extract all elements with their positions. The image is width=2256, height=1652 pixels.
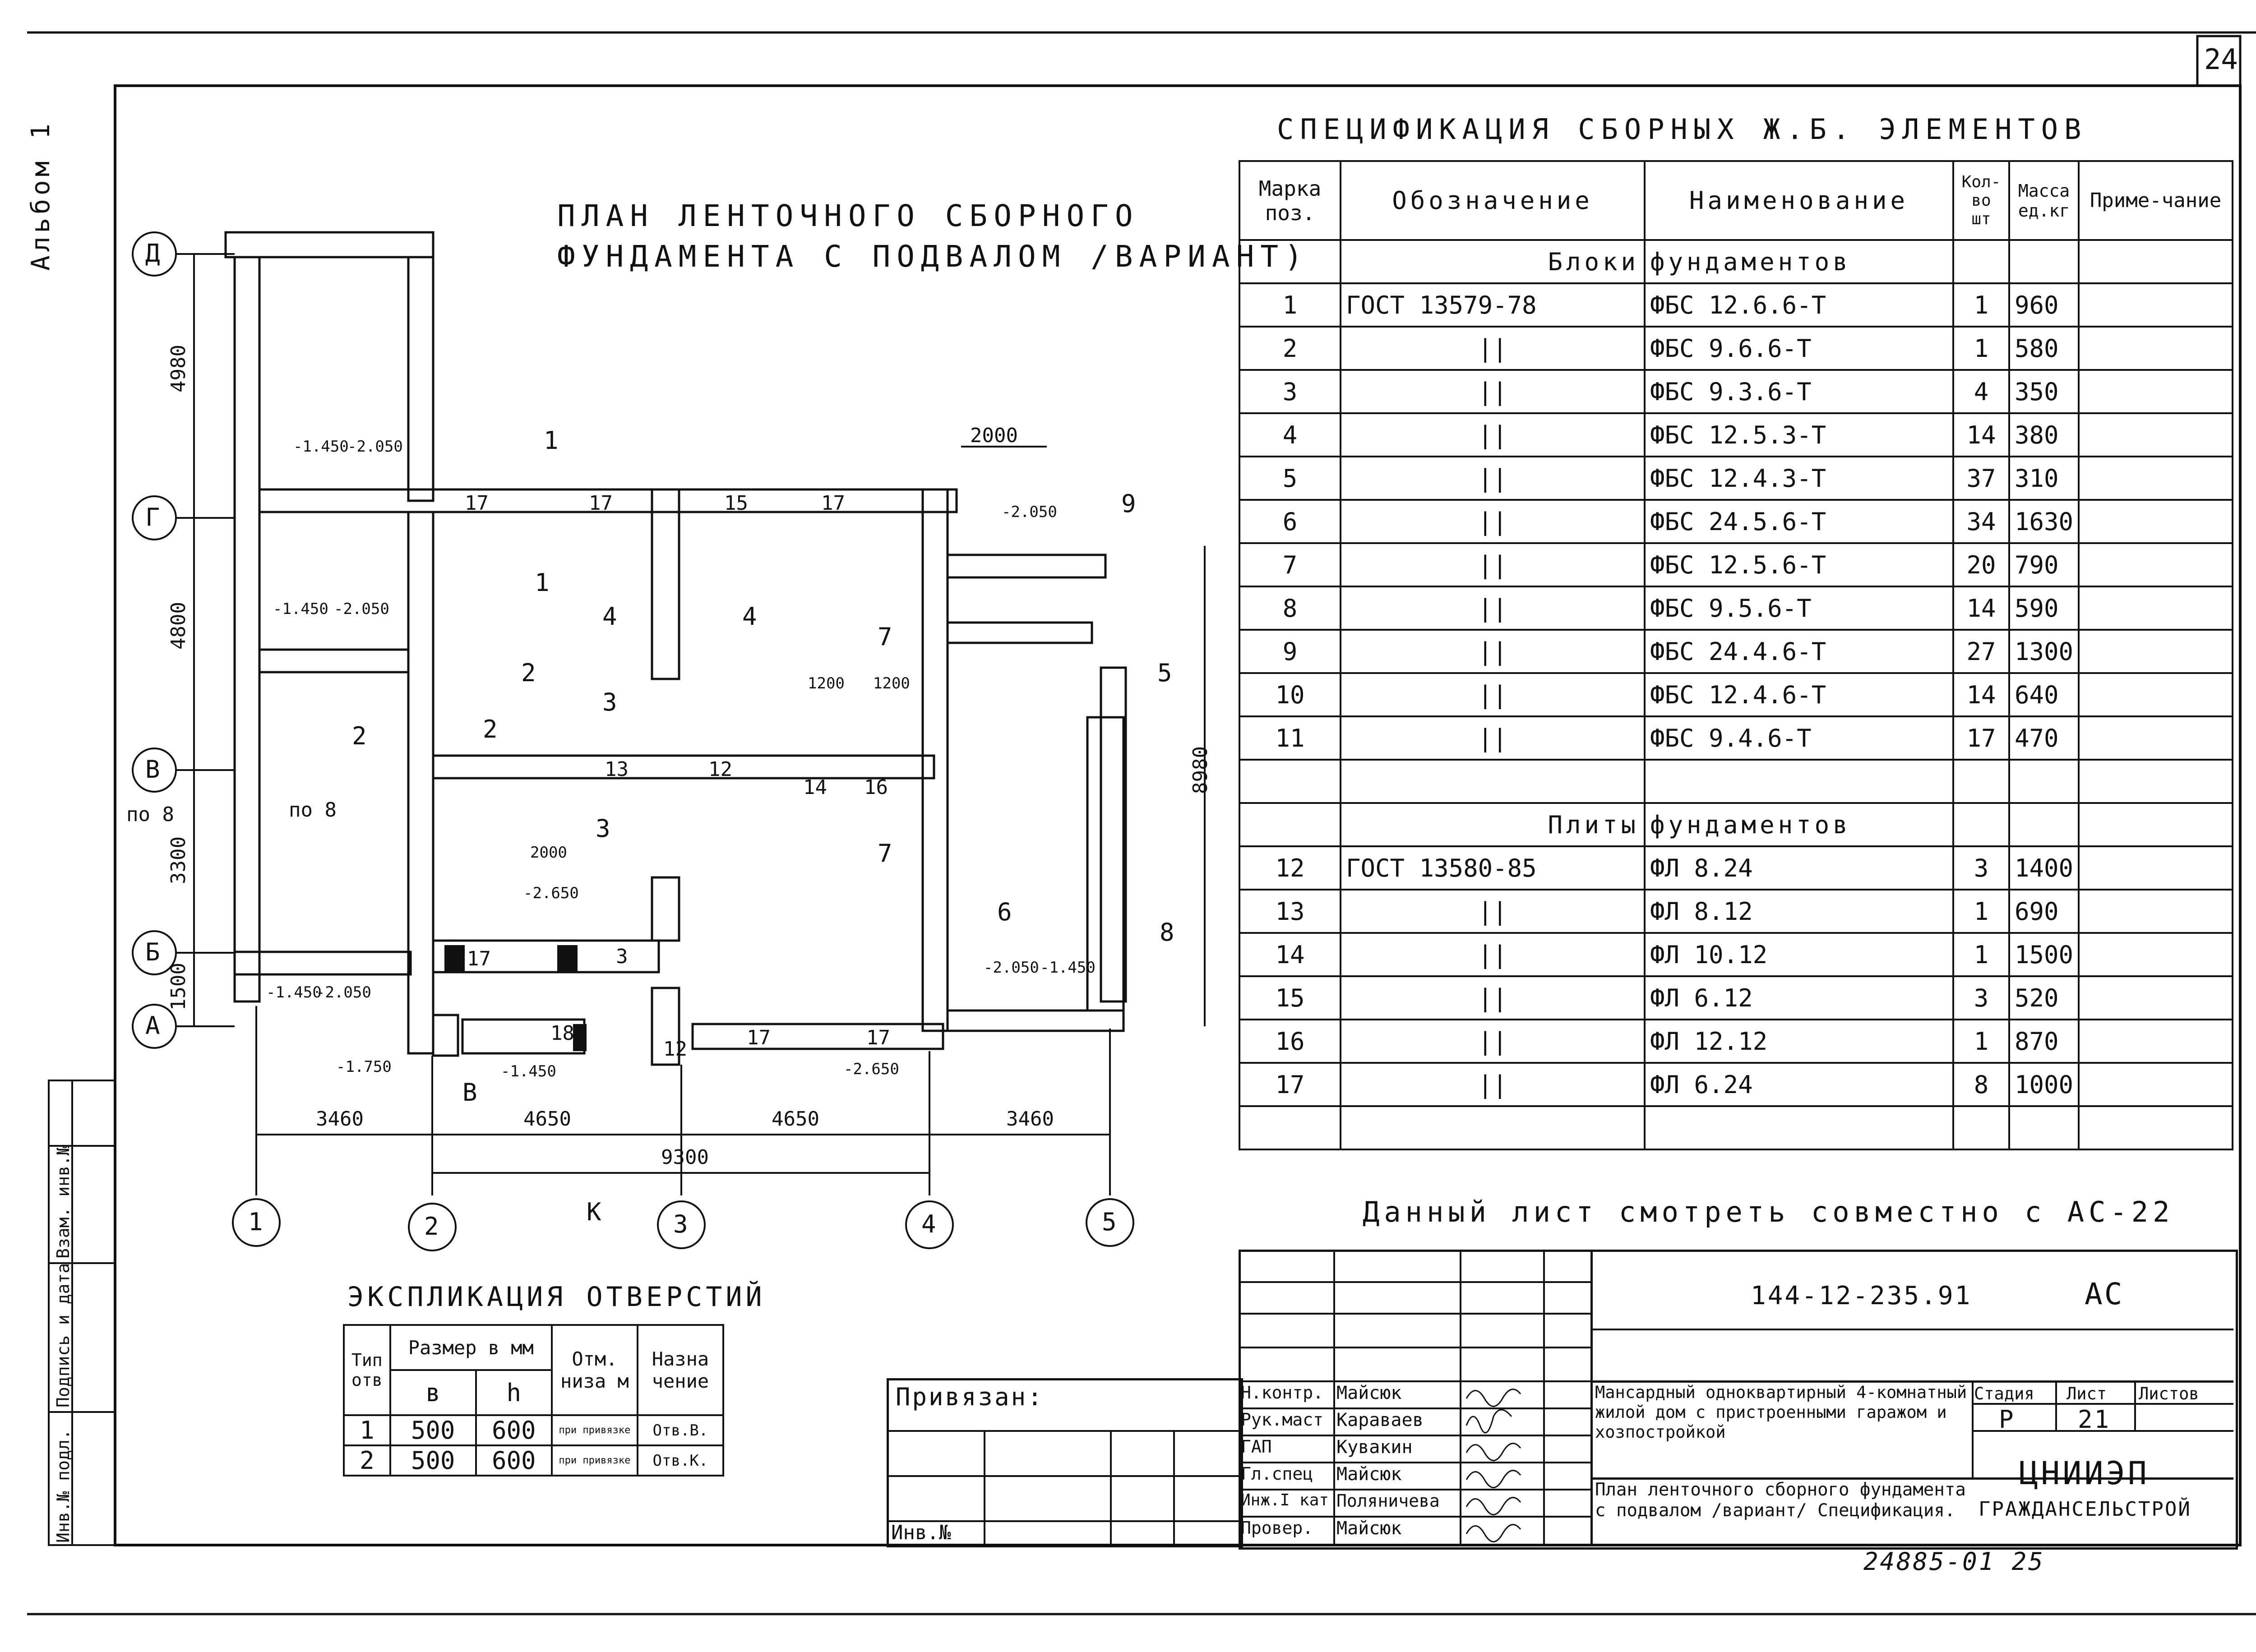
sheets-header: Листов: [2139, 1384, 2199, 1403]
spec-cell: 2: [1239, 327, 1341, 370]
spec-cell: ФБС 24.4.6-Т: [1645, 630, 1953, 673]
org-line2: ГРАЖДАНСЕЛЬСТРОЙ: [1979, 1498, 2191, 1521]
elev-label: -2.650: [523, 884, 579, 902]
spec-cell: [2079, 933, 2233, 976]
stamp-vzam-inv: Взам. инв.№: [53, 1145, 73, 1259]
dim-label: 2000: [530, 844, 567, 862]
spec-cell: 3: [1953, 976, 2009, 1020]
spec-cell: 16: [1239, 1020, 1341, 1063]
page-number: 24: [2204, 43, 2238, 76]
spec-cell: [2079, 673, 2233, 716]
elev-label: -1.450: [273, 600, 328, 618]
spec-cell: 870: [2009, 1020, 2079, 1063]
spec-cell: ||: [1341, 1020, 1645, 1063]
spec-cell: [2079, 1063, 2233, 1106]
spec-cell: 37: [1953, 457, 2009, 500]
axis-col-3: 3: [673, 1210, 690, 1238]
block-mark: 13: [605, 758, 629, 781]
spec-cell: 1: [1953, 933, 2009, 976]
opening-cell: Отв.В.: [638, 1415, 723, 1445]
spec-cell: 590: [2009, 586, 2079, 630]
role-label: Гл.спец: [1241, 1464, 1313, 1484]
elev-label: -1.450: [501, 1062, 556, 1080]
spec-cell: 690: [2009, 890, 2079, 933]
spec-row: [1239, 457, 2233, 500]
spec-cell: ФЛ 12.12: [1645, 1020, 1953, 1063]
axis-row-b: Б: [145, 938, 162, 966]
spec-cell: 380: [2009, 413, 2079, 457]
openings-table: [343, 1324, 724, 1477]
opening-cell: 500: [390, 1415, 476, 1445]
elev-label: -2.650: [844, 1060, 899, 1078]
axis-row-d: Д: [145, 239, 162, 268]
spec-note: Данный лист смотреть совместно с АС-22: [1363, 1195, 2174, 1228]
section-mark: 5: [1157, 659, 1174, 687]
section-mark: 4: [602, 602, 619, 631]
block-mark: 18: [550, 1022, 574, 1045]
sheet-name: План ленточного сборного фундамента с подвалом /вариант/ Спецификация.: [1595, 1480, 1966, 1521]
section-mark: 8: [1160, 918, 1176, 946]
spec-cell: ФЛ 10.12: [1645, 933, 1953, 976]
spec-h-qty: Кол-во шт: [1953, 161, 2009, 240]
spec-cell: 8: [1953, 1063, 2009, 1106]
opening-mark: по 8: [126, 803, 174, 826]
spec-cell: 1: [1953, 283, 2009, 327]
block-mark: 15: [724, 492, 748, 515]
footer-code: 24885-01 25: [1863, 1547, 2045, 1576]
spec-cell: 1: [1953, 890, 2009, 933]
spec-cell: ||: [1341, 586, 1645, 630]
project-name: Мансардный одноквартирный 4-комнатный жилой дом с пристроенными гаражом и хозпостройкой: [1595, 1383, 1967, 1442]
plan-title-line1: ПЛАН ЛЕНТОЧНОГО СБОРНОГО: [557, 198, 1139, 233]
spec-cell: [2079, 457, 2233, 500]
doc-code: 144-12-235.91: [1751, 1281, 1972, 1311]
person-name: Караваев: [1336, 1410, 1424, 1431]
stamp-inv-podl: Инв.№ подл.: [53, 1429, 73, 1543]
spec-section2-left: Плиты: [1341, 803, 1645, 846]
spec-cell: [2079, 890, 2233, 933]
spec-cell: 470: [2009, 716, 2079, 760]
opening-cell: 600: [476, 1415, 552, 1445]
spec-cell: ||: [1341, 1063, 1645, 1106]
spec-cell: 14: [1953, 673, 2009, 716]
spec-cell: 17: [1953, 716, 2009, 760]
spec-row: [1239, 283, 2233, 327]
binding-label: Привязан:: [896, 1383, 1044, 1411]
spec-cell: 14: [1953, 586, 2009, 630]
stage-header: Стадия: [1974, 1384, 2034, 1403]
spec-cell: 8: [1239, 586, 1341, 630]
spec-cell: [2079, 500, 2233, 543]
elev-label: -1.750: [336, 1058, 392, 1076]
spec-cell: ||: [1341, 457, 1645, 500]
inv-label: Инв.№: [891, 1521, 951, 1544]
spec-row: [1239, 327, 2233, 370]
spec-h-mark: Марка поз.: [1239, 161, 1341, 240]
spec-cell: ФБС 12.5.3-Т: [1645, 413, 1953, 457]
spec-cell: ||: [1341, 327, 1645, 370]
spec-h-mass: Масса ед.кг: [2009, 161, 2079, 240]
opening-row: [344, 1415, 723, 1445]
spec-cell: ГОСТ 13580-85: [1341, 846, 1645, 890]
dim-bottom-2: 4650: [523, 1107, 571, 1131]
spec-cell: 10: [1239, 673, 1341, 716]
spec-cell: [2079, 630, 2233, 673]
op-h-purpose: Назна чение: [638, 1325, 723, 1415]
axis-col-2: 2: [424, 1212, 441, 1241]
spec-cell: 1000: [2009, 1063, 2079, 1106]
spec-cell: [2079, 716, 2233, 760]
spec-cell: [2079, 846, 2233, 890]
opening-cell: при привязке: [552, 1445, 638, 1476]
spec-cell: 12: [1239, 846, 1341, 890]
spec-cell: 34: [1953, 500, 2009, 543]
elev-label: -1.450: [293, 438, 349, 456]
opening-row: [344, 1445, 723, 1476]
spec-cell: 350: [2009, 370, 2079, 413]
op-h-level: Отм. низа м: [552, 1325, 638, 1415]
spec-row: [1239, 630, 2233, 673]
block-mark: 17: [866, 1026, 890, 1049]
section-mark: 3: [602, 688, 619, 716]
block-mark: 12: [708, 758, 732, 781]
dim-row-2: 4800: [167, 602, 190, 650]
spec-cell: [2079, 283, 2233, 327]
spec-cell: 1500: [2009, 933, 2079, 976]
dim-bottom-4: 3460: [1006, 1107, 1054, 1131]
spec-cell: ||: [1341, 370, 1645, 413]
person-name: Поляничева: [1336, 1491, 1440, 1511]
opening-cell: 500: [390, 1445, 476, 1476]
axis-row-g: Г: [145, 503, 162, 531]
dim-bottom-3: 4650: [772, 1107, 819, 1131]
spec-row: [1239, 543, 2233, 586]
spec-cell: 11: [1239, 716, 1341, 760]
spec-cell: ГОСТ 13579-78: [1341, 283, 1645, 327]
elev-label: -1.450: [1040, 959, 1096, 977]
spec-cell: 14: [1239, 933, 1341, 976]
spec-cell: 960: [2009, 283, 2079, 327]
spec-cell: ФЛ 8.24: [1645, 846, 1953, 890]
spec-section2-right: фундаментов: [1645, 803, 1953, 846]
block-mark: 17: [467, 947, 491, 970]
spec-h-note: Приме-чание: [2079, 161, 2233, 240]
elev-label: -2.050: [347, 438, 403, 456]
spec-cell: 3: [1239, 370, 1341, 413]
block-mark: 17: [465, 492, 489, 515]
dim-top: 2000: [970, 424, 1018, 447]
axis-grid: [133, 232, 1205, 1251]
elev-label: -2.050: [1002, 503, 1057, 521]
spec-row: [1239, 413, 2233, 457]
block-mark: 17: [747, 1026, 771, 1049]
spec-cell: 6: [1239, 500, 1341, 543]
spec-cell: ФБС 12.6.6-Т: [1645, 283, 1953, 327]
block-mark: 17: [589, 492, 613, 515]
spec-cell: 3: [1953, 846, 2009, 890]
section-mark: 3: [596, 814, 612, 843]
axis-row-v: В: [145, 755, 162, 784]
spec-row: [1239, 586, 2233, 630]
role-label: Провер.: [1241, 1518, 1313, 1538]
role-label: ГАП: [1241, 1437, 1272, 1457]
stage-value: Р: [1999, 1405, 2016, 1434]
dim-right: 8980: [1189, 746, 1212, 794]
spec-cell: 520: [2009, 976, 2079, 1020]
spec-cell: 17: [1239, 1063, 1341, 1106]
dim-bottom-1: 3460: [316, 1107, 364, 1131]
section-mark: 1: [535, 568, 551, 597]
op-h-b: в: [390, 1370, 476, 1415]
sheet-value: 21: [2078, 1405, 2111, 1434]
spec-title: СПЕЦИФИКАЦИЯ СБОРНЫХ Ж.Б. ЭЛЕМЕНТОВ: [1277, 113, 2088, 146]
block-mark: 14: [803, 776, 827, 799]
spec-row: [1239, 1063, 2233, 1106]
spec-cell: 1: [1239, 283, 1341, 327]
role-label: Н.контр.: [1241, 1383, 1324, 1403]
spec-cell: ||: [1341, 716, 1645, 760]
spec-cell: [2079, 976, 2233, 1020]
spec-cell: ||: [1341, 976, 1645, 1020]
section-mark: 2: [483, 715, 499, 743]
foundation-walls: [226, 232, 1126, 1065]
spec-cell: [2079, 586, 2233, 630]
spec-h-designation: Обозначение: [1341, 161, 1645, 240]
spec-cell: 7: [1239, 543, 1341, 586]
spec-cell: 9: [1239, 630, 1341, 673]
spec-row: [1239, 370, 2233, 413]
spec-cell: 4: [1953, 370, 2009, 413]
spec-cell: ||: [1341, 630, 1645, 673]
spec-cell: [2079, 543, 2233, 586]
elev-label: -1.450: [266, 983, 322, 1001]
spec-cell: ФЛ 6.12: [1645, 976, 1953, 1020]
spec-row: [1239, 933, 2233, 976]
spec-cell: ФБС 12.5.6-Т: [1645, 543, 1953, 586]
opening-cell: при привязке: [552, 1415, 638, 1445]
plan-title-line2: ФУНДАМЕНТА С ПОДВАЛОМ /ВАРИАНТ): [557, 239, 1309, 274]
section-mark: 1: [544, 426, 560, 455]
section-mark: 6: [997, 898, 1014, 926]
spec-row: [1239, 976, 2233, 1020]
spec-cell: [2079, 327, 2233, 370]
person-name: Майсюк: [1336, 1518, 1402, 1539]
spec-cell: 1400: [2009, 846, 2079, 890]
op-h-type: Тип отв: [344, 1325, 390, 1415]
spec-cell: ||: [1341, 543, 1645, 586]
elev-label: -2.050: [316, 983, 371, 1001]
section-mark: 4: [742, 602, 759, 631]
person-name: Майсюк: [1336, 1464, 1402, 1485]
section-mark-v: В: [462, 1078, 479, 1107]
openings-title: ЭКСПЛИКАЦИЯ ОТВЕРСТИЙ: [347, 1281, 766, 1313]
opening-1: [444, 945, 465, 972]
opening-cell: 600: [476, 1445, 552, 1476]
spec-row: [1239, 846, 2233, 890]
spec-section1-right: фундаментов: [1645, 240, 1953, 283]
dim-overall: 9300: [661, 1146, 709, 1169]
spec-cell: 27: [1953, 630, 2009, 673]
section-mark: 2: [352, 722, 369, 750]
spec-cell: 580: [2009, 327, 2079, 370]
spec-row: [1239, 890, 2233, 933]
spec-row: [1239, 500, 2233, 543]
dim-label: 1200: [873, 674, 910, 692]
dim-row-3: 3300: [167, 836, 190, 884]
opening-cell: Отв.К.: [638, 1445, 723, 1476]
role-label: Рук.маст: [1241, 1410, 1324, 1430]
spec-cell: 1: [1953, 327, 2009, 370]
opening-2: [557, 945, 578, 972]
dim-label: 1200: [808, 674, 845, 692]
spec-cell: 310: [2009, 457, 2079, 500]
opening-3: [573, 1024, 587, 1051]
block-mark: 17: [821, 492, 845, 515]
spec-cell: [2079, 370, 2233, 413]
spec-section1-left: Блоки: [1341, 240, 1645, 283]
spec-cell: ||: [1341, 413, 1645, 457]
axis-col-4: 4: [921, 1210, 938, 1238]
spec-cell: ФБС 12.4.6-Т: [1645, 673, 1953, 716]
spec-h-name: Наименование: [1645, 161, 1953, 240]
section-mark: 2: [521, 659, 538, 687]
op-h-size: Размер в мм: [390, 1325, 552, 1370]
doc-set: АС: [2085, 1277, 2124, 1311]
opening-cell: 1: [344, 1415, 390, 1445]
sheet-header: Лист: [2066, 1384, 2107, 1403]
spec-cell: 4: [1239, 413, 1341, 457]
spec-cell: ФБС 12.4.3-Т: [1645, 457, 1953, 500]
role-label: Инж.I кат: [1241, 1491, 1329, 1509]
block-mark: 12: [663, 1038, 687, 1061]
stamp-signature-date: Подпись и дата: [53, 1263, 73, 1407]
spec-cell: 640: [2009, 673, 2079, 716]
spec-cell: 790: [2009, 543, 2079, 586]
spec-cell: ||: [1341, 500, 1645, 543]
op-h-h: h: [476, 1370, 552, 1415]
spec-row: [1239, 716, 2233, 760]
block-mark: 16: [864, 776, 888, 799]
opening-cell: 2: [344, 1445, 390, 1476]
spec-cell: 15: [1239, 976, 1341, 1020]
axis-col-5: 5: [1102, 1208, 1119, 1236]
spec-cell: 14: [1953, 413, 2009, 457]
person-name: Майсюк: [1336, 1383, 1402, 1403]
dim-row-4: 1500: [167, 963, 190, 1011]
spec-cell: ||: [1341, 890, 1645, 933]
axis-row-a: А: [145, 1011, 162, 1040]
spec-cell: ФЛ 6.24: [1645, 1063, 1953, 1106]
section-mark-k: К: [587, 1198, 603, 1226]
spec-cell: ФБС 9.6.6-Т: [1645, 327, 1953, 370]
spec-row: [1239, 673, 2233, 716]
spec-cell: 1: [1953, 1020, 2009, 1063]
spec-cell: ФБС 9.3.6-Т: [1645, 370, 1953, 413]
spec-cell: ФБС 9.5.6-Т: [1645, 586, 1953, 630]
spec-cell: ||: [1341, 673, 1645, 716]
opening-mark: по 8: [289, 798, 337, 821]
spec-cell: ФЛ 8.12: [1645, 890, 1953, 933]
axis-col-1: 1: [248, 1208, 265, 1236]
album-label: Альбом 1: [26, 120, 55, 271]
elev-label: -2.050: [334, 600, 389, 618]
org-line1: ЦНИИЭП: [2019, 1455, 2150, 1492]
spec-cell: 1630: [2009, 500, 2079, 543]
dim-row-1: 4980: [167, 345, 190, 392]
section-mark: 9: [1121, 489, 1138, 518]
spec-cell: 5: [1239, 457, 1341, 500]
spec-cell: [2079, 413, 2233, 457]
section-mark: 7: [878, 623, 894, 651]
elev-label: -2.050: [984, 959, 1039, 977]
spec-cell: ФБС 9.4.6-Т: [1645, 716, 1953, 760]
spec-cell: [2079, 1020, 2233, 1063]
spec-cell: 1300: [2009, 630, 2079, 673]
spec-row: [1239, 1020, 2233, 1063]
spec-cell: 13: [1239, 890, 1341, 933]
section-mark: 7: [878, 839, 894, 868]
spec-table: [1239, 160, 2233, 1150]
spec-cell: ФБС 24.5.6-Т: [1645, 500, 1953, 543]
block-mark: 3: [616, 945, 628, 968]
spec-cell: 20: [1953, 543, 2009, 586]
spec-cell: ||: [1341, 933, 1645, 976]
person-name: Кувакин: [1336, 1437, 1413, 1458]
